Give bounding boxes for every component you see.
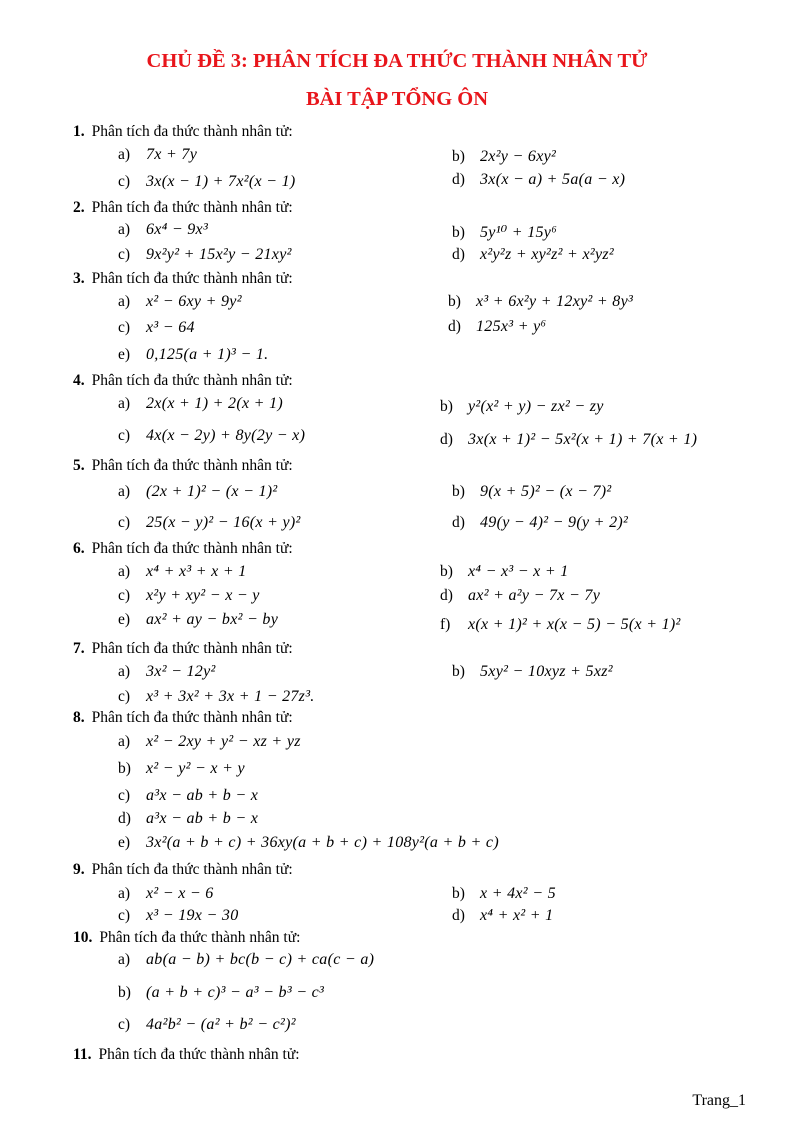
exercise-item: c) x³ + 3x² + 3x + 1 − 27z³. bbox=[118, 688, 315, 705]
exercise-item: b) 2x²y − 6xy² bbox=[452, 148, 557, 165]
exercise-item: c) 25(x − y)² − 16(x + y)² bbox=[118, 514, 301, 531]
exercise-item: b) x² − y² − x + y bbox=[118, 760, 245, 777]
question-10: 10. Phân tích đa thức thành nhân tử: bbox=[73, 929, 301, 946]
exercise-item: e) ax² + ay − bx² − by bbox=[118, 611, 279, 628]
question-1 bbox=[73, 123, 293, 141]
exercise-item: b) 9(x + 5)² − (x − 7)² bbox=[452, 483, 612, 500]
exercise-item: a) ab(a − b) + bc(b − c) + ca(c − a) bbox=[118, 951, 375, 968]
exercise-item: c) 4x(x − 2y) + 8y(2y − x) bbox=[118, 427, 306, 444]
question-3: 3. Phân tích đa thức thành nhân tử: bbox=[73, 270, 293, 287]
exercise-item: a) x² − x − 6 bbox=[118, 885, 214, 902]
exercise-item: b) x⁴ − x³ − x + 1 bbox=[440, 563, 569, 580]
question-7: 7. Phân tích đa thức thành nhân tử: bbox=[73, 640, 293, 657]
page-subtitle: BÀI TẬP TỔNG ÔN bbox=[305, 88, 489, 110]
question-5: 5. Phân tích đa thức thành nhân tử: bbox=[73, 457, 293, 474]
exercise-item: d) 3x(x + 1)² − 5x²(x + 1) + 7(x + 1) bbox=[440, 431, 698, 448]
page-footer: Trang_1 bbox=[692, 1092, 746, 1109]
exercise-item: e) 3x²(a + b + c) + 36xy(a + b + c) + 108y²(a + b + c) bbox=[118, 834, 499, 851]
exercise-item: a) x² − 2xy + y² − xz + yz bbox=[118, 733, 301, 750]
exercise-item: c) a³x − ab + b − x bbox=[118, 787, 259, 804]
exercise-item: b) (a + b + c)³ − a³ − b³ − c³ bbox=[118, 984, 325, 1001]
question-4: 4. Phân tích đa thức thành nhân tử: bbox=[73, 372, 293, 389]
question-number: 1. bbox=[73, 123, 85, 140]
exercise-item: c) 3x(x − 1) + 7x²(x − 1) bbox=[118, 173, 296, 190]
exercise-item: b) x³ + 6x²y + 12xy² + 8y³ bbox=[448, 293, 634, 310]
exercise-item: d) x⁴ + x² + 1 bbox=[452, 907, 554, 924]
exercise-item: d) 125x³ + y⁶ bbox=[448, 318, 547, 335]
exercise-item: b) 5y¹⁰ + 15y⁶ bbox=[452, 224, 558, 241]
exercise-item: a) x⁴ + x³ + x + 1 bbox=[118, 563, 247, 580]
question-9: 9. Phân tích đa thức thành nhân tử: bbox=[73, 861, 293, 878]
page-title: CHỦ ĐỀ 3: PHÂN TÍCH ĐA THỨC THÀNH NHÂN TỬ bbox=[146, 50, 648, 72]
exercise-item: d) 49(y − 4)² − 9(y + 2)² bbox=[452, 514, 629, 531]
exercise-item: d) ax² + a²y − 7x − 7y bbox=[440, 587, 601, 604]
exercise-item: e) 0,125(a + 1)³ − 1. bbox=[118, 346, 269, 363]
exercise-item: d) a³x − ab + b − x bbox=[118, 810, 259, 827]
question-2: 2. Phân tích đa thức thành nhân tử: bbox=[73, 199, 293, 216]
exercise-item: a) 3x² − 12y² bbox=[118, 663, 216, 680]
question-text: Phân tích đa thức thành nhân tử: bbox=[91, 123, 293, 140]
exercise-item: c) x³ − 64 bbox=[118, 319, 195, 336]
exercise-item: a) 7x + 7y bbox=[118, 146, 198, 163]
question-11: 11. Phân tích đa thức thành nhân tử: bbox=[73, 1046, 300, 1063]
question-6: 6. Phân tích đa thức thành nhân tử: bbox=[73, 540, 293, 557]
exercise-item: c) x³ − 19x − 30 bbox=[118, 907, 239, 924]
exercise-item: f) x(x + 1)² + x(x − 5) − 5(x + 1)² bbox=[440, 616, 681, 633]
exercise-item: a) 2x(x + 1) + 2(x + 1) bbox=[118, 395, 284, 412]
exercise-item: c) 4a²b² − (a² + b² − c²)² bbox=[118, 1016, 296, 1033]
exercise-item: a) 6x⁴ − 9x³ bbox=[118, 221, 209, 238]
exercise-item: d) x²y²z + xy²z² + x²yz² bbox=[452, 246, 614, 263]
question-8: 8. Phân tích đa thức thành nhân tử: bbox=[73, 709, 293, 726]
exercise-item: b) x + 4x² − 5 bbox=[452, 885, 556, 902]
exercise-item: b) y²(x² + y) − zx² − zy bbox=[440, 398, 604, 415]
exercise-item: a) x² − 6xy + 9y² bbox=[118, 293, 242, 310]
exercise-item: d) 3x(x − a) + 5a(a − x) bbox=[452, 171, 626, 188]
exercise-item: a) (2x + 1)² − (x − 1)² bbox=[118, 483, 278, 500]
exercise-item: c) x²y + xy² − x − y bbox=[118, 587, 260, 604]
exercise-item: b) 5xy² − 10xyz + 5xz² bbox=[452, 663, 613, 680]
exercise-item: c) 9x²y² + 15x²y − 21xy² bbox=[118, 246, 292, 263]
